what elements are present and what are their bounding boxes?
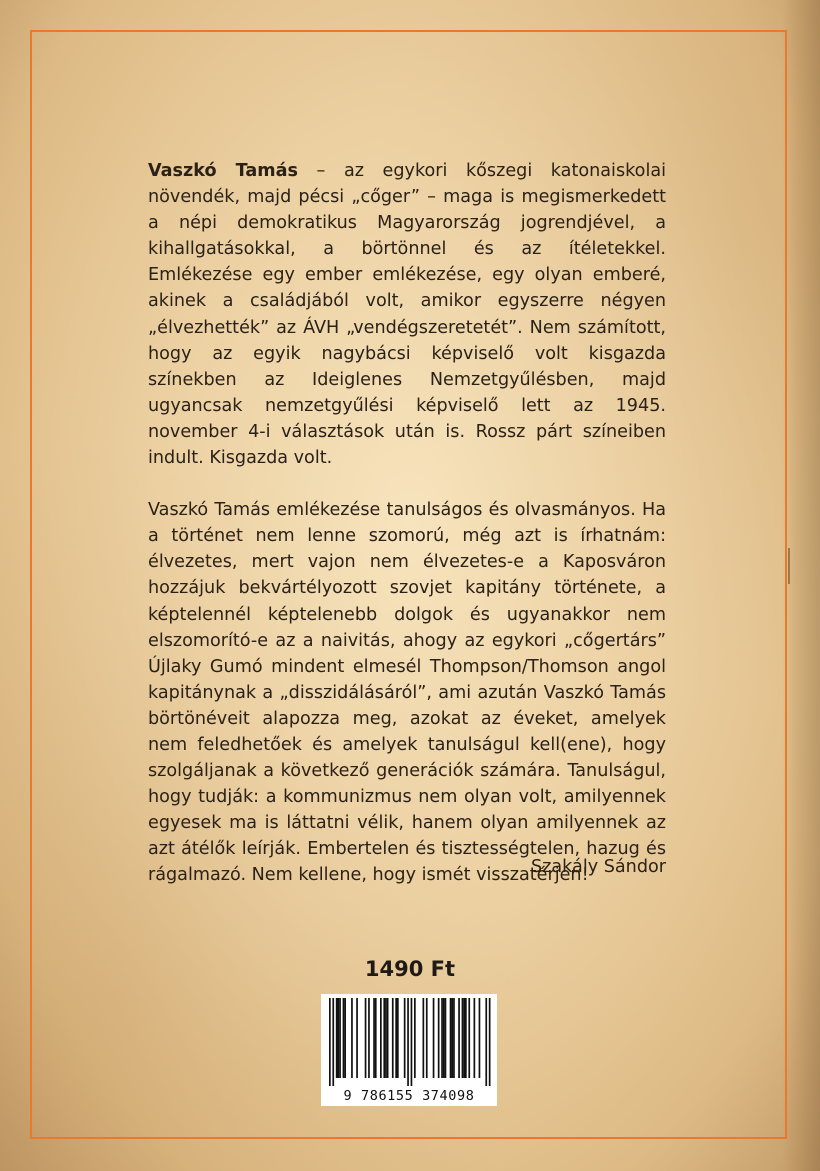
barcode-bar (489, 998, 491, 1086)
barcode-bar (332, 998, 334, 1086)
barcode-bar (414, 998, 416, 1078)
barcode-bar (443, 998, 445, 1078)
blurb-paragraph-1 (148, 158, 666, 471)
barcode-bar (450, 998, 452, 1078)
price-label: 1490 Ft (364, 957, 456, 981)
barcode-bar (474, 998, 476, 1078)
barcode-bar (344, 998, 346, 1078)
barcode-bar (351, 998, 353, 1078)
barcode-bar (339, 998, 341, 1078)
barcode-bar (373, 998, 375, 1078)
barcode-bar (468, 998, 470, 1078)
barcode-bar (423, 998, 425, 1078)
barcode-bar (397, 998, 399, 1078)
barcode-bar (375, 998, 377, 1078)
barcode-bar (463, 998, 465, 1078)
barcode-bar (458, 998, 460, 1078)
worn-right-edge (782, 0, 820, 1171)
author-name: Vaszkó Tamás (148, 161, 298, 181)
barcode-bar (462, 998, 464, 1078)
barcode-bar (383, 998, 385, 1078)
blurb-text (148, 158, 666, 889)
barcode-bar (445, 998, 447, 1078)
isbn-digits: 9 786155 374098 (343, 1088, 475, 1104)
barcode-bar (451, 998, 453, 1078)
barcode-bar (356, 998, 358, 1078)
barcode-bar (479, 998, 481, 1078)
barcode-bar (343, 998, 345, 1078)
barcode-bar (453, 998, 455, 1078)
barcode-bar (395, 998, 397, 1078)
barcode-bar (485, 998, 487, 1086)
barcode-bar (438, 998, 440, 1078)
barcode-bars (321, 994, 497, 1086)
barcode-bar (433, 998, 435, 1078)
barcode-bar (336, 998, 338, 1078)
barcode-bar (329, 998, 331, 1086)
barcode-bar (385, 998, 387, 1078)
barcode-bar (380, 998, 382, 1078)
barcode-bar (465, 998, 467, 1078)
barcode-bar (404, 998, 406, 1078)
signature: Szakály Sándor (530, 857, 666, 877)
barcode-bar (407, 998, 409, 1086)
barcode-bar (411, 998, 413, 1086)
barcode-bar (387, 998, 389, 1078)
paper-tear-mark (788, 548, 810, 584)
barcode-bar (426, 998, 428, 1078)
blurb-paragraph-1-text: – az egykori kőszegi katonaiskolai növendék, majd pécsi „cőger” – maga is megismerkedett a népi demokratikus Magyarország jogrendjével, a kihallgatásokkal, a börtönnel és az ítéletekkel. Emlékezése egy ember emlékezése, egy olyan emberé, akinek a családjából volt, amikor egyszerre négyen „élvezhették” az ÁVH „vendégszeretetét”. Nem számított, hogy az egyik nagybácsi képviselő volt kisgazda színekben az Ideiglenes Nemzetgyűlésben, majd ugyancsak nemzetgyűlési képviselő lett az 1945. november 4-i választások után is. Rossz párt színeiben indult. Kisgazda volt. (148, 161, 666, 469)
barcode-bar (441, 998, 443, 1078)
barcode-bar (365, 998, 367, 1078)
blurb-paragraph-2: Vaszkó Tamás emlékezése tanulságos és olvasmányos. Ha a történet nem lenne szomorú, még azt is írhatnám: élvezetes, mert vajon nem élvezetes-e a Kaposváron hozzájuk bekvártélyozott szovjet kapitány története, a képtelennél képtelenebb dolgok és ugyanakkor nem elszomorító-e az a naivitás, ahogy az egykori „cőgertárs” Újlaky Gumó mindent elmesél Thompson/Thomson angol kapitánynak a „disszidálásáról”, ami azután Vaszkó Tamás börtönéveit alapozza meg, azokat az éveket, amelyek nem feledhetőek és amelyek tanulságul kell(ene), hogy szolgáljanak a következő generációk számára. Tanulságul, hogy tudják: a kommunizmus nem olyan volt, amilyennek egyesek ma is láttatni vélik, hanem olyan amilyennek az azt átélők leírják. Embertelen és tisztességtelen, hazug és rágalmazó. Nem kellene, hogy ismét visszatérjen! (148, 500, 666, 886)
barcode-bar (392, 998, 394, 1078)
isbn-barcode (321, 994, 497, 1106)
barcode-bar (338, 998, 340, 1078)
barcode-bar (368, 998, 370, 1078)
